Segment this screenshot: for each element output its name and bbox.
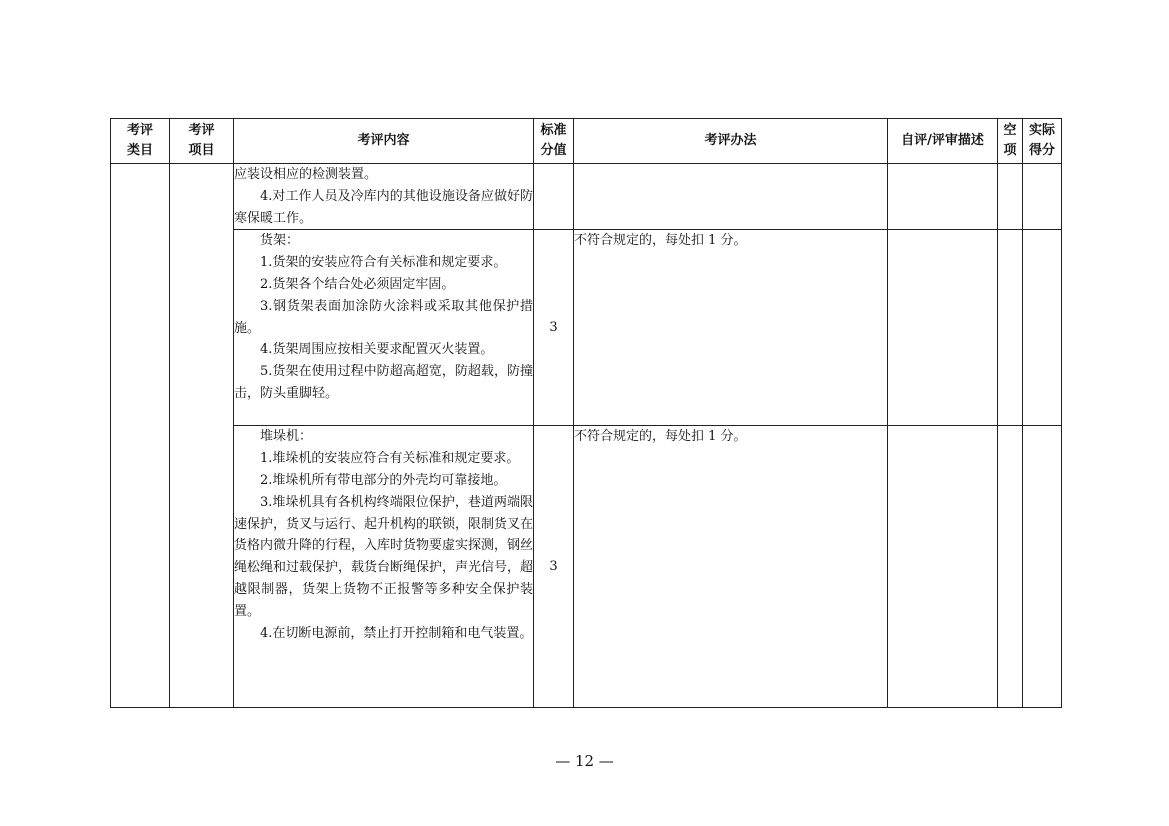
content-line: 4.在切断电源前，禁止打开控制箱和电气装置。 [260, 625, 533, 641]
content-line: 货架： [260, 233, 300, 249]
actual-score-cell [1023, 426, 1062, 708]
header-actual-score [1023, 119, 1062, 164]
header-row [111, 119, 1062, 164]
content-line: 堆垛机： [260, 429, 313, 445]
content-line: 4.货架周围应按相关要求配置灭火装置。 [260, 342, 494, 358]
empty-cell [998, 230, 1023, 426]
header-content: 考评内容 [234, 119, 534, 164]
method-cell [574, 164, 888, 230]
content-line: 1.堆垛机的安装应符合有关标准和规定要求。 [260, 451, 520, 467]
content-line: 3.堆垛机具有各机构终端限位保护，巷道两端限速保护，货叉与运行、起升机构的联锁，限制货叉在货格内微升降的行程，入库时货物要虚实探测，钢丝绳松绳和过载保护，载货台断绳保护，声光信号，超越限制器，货架上货物不正报警等多种安全保护装置。 [234, 494, 534, 619]
actual-score-cell [1023, 164, 1062, 230]
header-empty-text: 空 项 [1003, 123, 1017, 158]
content-line: 1.货架的安装应符合有关标准和规定要求。 [260, 255, 507, 271]
table-row [111, 426, 1062, 708]
self-review-cell [888, 164, 998, 230]
page-number: — 12 — [555, 752, 614, 770]
header-actual-score-text: 实际 得分 [1028, 123, 1055, 158]
score-cell: 3 [534, 230, 574, 426]
header-method: 考评办法 [574, 119, 888, 164]
evaluation-table [110, 118, 1062, 708]
header-category [111, 119, 170, 164]
content-cell [234, 426, 534, 708]
score-cell [534, 164, 574, 230]
category-cell [111, 164, 170, 708]
header-self-review: 自评/评审描述 [888, 119, 998, 164]
self-review-cell [888, 230, 998, 426]
method-cell: 不符合规定的，每处扣 1 分。 [574, 426, 888, 708]
header-item-text: 考评 项目 [188, 123, 215, 158]
content-cell [234, 164, 534, 230]
header-standard-score [534, 119, 574, 164]
table-row [111, 164, 1062, 230]
item-cell [170, 164, 234, 708]
actual-score-cell [1023, 230, 1062, 426]
table-row [111, 230, 1062, 426]
content-line: 2.货架各个结合处必须固定牢固。 [260, 276, 455, 292]
header-standard-score-text: 标准 分值 [540, 123, 567, 158]
empty-cell [998, 426, 1023, 708]
header-empty [998, 119, 1023, 164]
content-cell [234, 230, 534, 426]
score-cell: 3 [534, 426, 574, 708]
content-line: 2.堆垛机所有带电部分的外壳均可靠接地。 [260, 472, 507, 488]
self-review-cell [888, 426, 998, 708]
content-line: 5.货架在使用过程中防超高超宽，防超载，防撞击，防头重脚轻。 [234, 364, 533, 401]
content-line: 4.对工作人员及冷库内的其他设施设备应做好防寒保暖工作。 [234, 188, 533, 226]
empty-cell [998, 164, 1023, 230]
content-line: 应装设相应的检测装置。 [234, 167, 378, 182]
method-cell: 不符合规定的，每处扣 1 分。 [574, 230, 888, 426]
content-line: 3.钢货架表面加涂防火涂料或采取其他保护措施。 [234, 298, 533, 336]
header-category-text: 考评 类目 [126, 123, 153, 158]
header-item [170, 119, 234, 164]
